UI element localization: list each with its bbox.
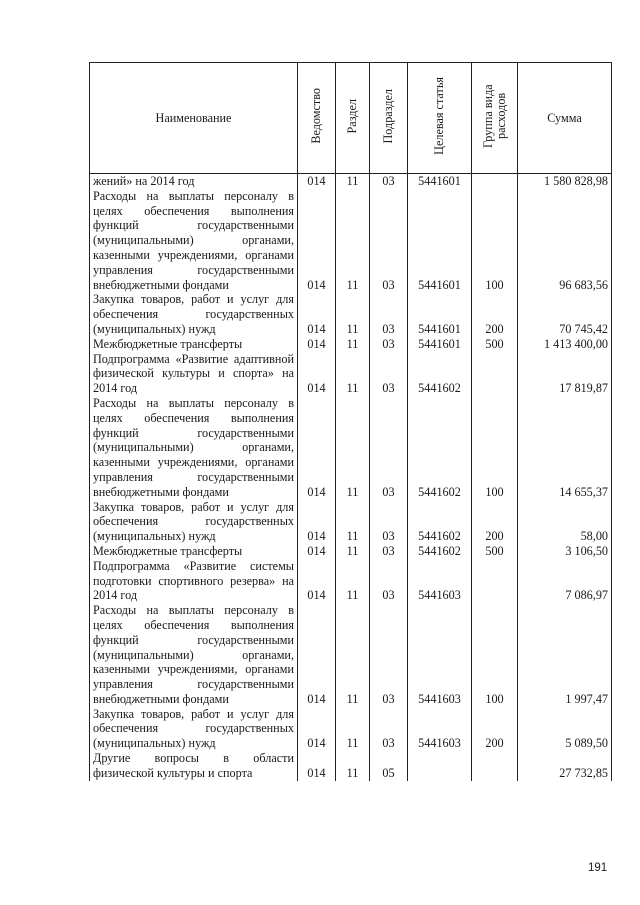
cell-department: 014	[298, 174, 336, 189]
cell-target-article	[408, 751, 472, 781]
cell-target-article: 5441602	[408, 544, 472, 559]
cell-section: 11	[336, 707, 370, 751]
cell-target-article: 5441601	[408, 292, 472, 336]
cell-name: Расходы на выплаты персоналу в целях обеспечения выполнения функций государственными (муниципальными) органами, казенными учреждениями, органами управления государственными внебюджетными фондами	[90, 603, 298, 707]
table-row	[90, 337, 612, 352]
cell-subsection: 03	[370, 292, 408, 336]
cell-target-article: 5441602	[408, 352, 472, 396]
cell-expense-type: 100	[472, 396, 518, 500]
cell-name: Подпрограмма «Развитие системы подготовки спортивного резерва» на 2014 год	[90, 559, 298, 603]
cell-department: 014	[298, 337, 336, 352]
cell-name: Другие вопросы в области физической культуры и спорта	[90, 751, 298, 781]
cell-department: 014	[298, 292, 336, 336]
cell-expense-type: 200	[472, 707, 518, 751]
cell-section: 11	[336, 603, 370, 707]
cell-section: 11	[336, 174, 370, 189]
cell-amount: 1 413 400,00	[518, 337, 612, 352]
cell-name: Закупка товаров, работ и услуг для обеспечения государственных (муниципальных) нужд	[90, 707, 298, 751]
cell-expense-type	[472, 559, 518, 603]
cell-target-article: 5441602	[408, 500, 472, 544]
table-row	[90, 396, 612, 500]
cell-expense-type: 100	[472, 189, 518, 293]
cell-department: 014	[298, 544, 336, 559]
table-row	[90, 751, 612, 781]
cell-target-article: 5441601	[408, 337, 472, 352]
cell-subsection: 03	[370, 337, 408, 352]
cell-subsection: 05	[370, 751, 408, 781]
header-department: Ведомство	[298, 63, 336, 174]
table-row	[90, 352, 612, 396]
table-row	[90, 544, 612, 559]
cell-amount: 14 655,37	[518, 396, 612, 500]
budget-table	[89, 62, 612, 781]
cell-expense-type: 500	[472, 544, 518, 559]
cell-department: 014	[298, 189, 336, 293]
header-row	[90, 63, 612, 174]
cell-subsection: 03	[370, 544, 408, 559]
cell-department: 014	[298, 500, 336, 544]
cell-amount: 58,00	[518, 500, 612, 544]
cell-section: 11	[336, 337, 370, 352]
cell-section: 11	[336, 559, 370, 603]
cell-amount: 96 683,56	[518, 189, 612, 293]
cell-target-article: 5441602	[408, 396, 472, 500]
cell-amount: 1 580 828,98	[518, 174, 612, 189]
cell-subsection: 03	[370, 396, 408, 500]
header-target-article: Целевая статья	[408, 63, 472, 174]
cell-amount: 1 997,47	[518, 603, 612, 707]
cell-subsection: 03	[370, 603, 408, 707]
cell-subsection: 03	[370, 707, 408, 751]
cell-section: 11	[336, 292, 370, 336]
cell-amount: 3 106,50	[518, 544, 612, 559]
cell-subsection: 03	[370, 189, 408, 293]
cell-target-article: 5441601	[408, 174, 472, 189]
cell-name: Закупка товаров, работ и услуг для обеспечения государственных (муниципальных) нужд	[90, 292, 298, 336]
cell-name: жений» на 2014 год	[90, 174, 298, 189]
cell-amount: 5 089,50	[518, 707, 612, 751]
cell-target-article: 5441603	[408, 707, 472, 751]
cell-name: Закупка товаров, работ и услуг для обеспечения государственных (муниципальных) нужд	[90, 500, 298, 544]
cell-section: 11	[336, 396, 370, 500]
cell-expense-type: 500	[472, 337, 518, 352]
table-row	[90, 500, 612, 544]
cell-subsection: 03	[370, 352, 408, 396]
cell-name: Межбюджетные трансферты	[90, 337, 298, 352]
cell-expense-type	[472, 352, 518, 396]
cell-name: Подпрограмма «Развитие адаптивной физической культуры и спорта» на 2014 год	[90, 352, 298, 396]
cell-name: Расходы на выплаты персоналу в целях обеспечения выполнения функций государственными (муниципальными) органами, казенными учреждениями, органами управления государственными внебюджетными фондами	[90, 189, 298, 293]
cell-amount: 70 745,42	[518, 292, 612, 336]
cell-department: 014	[298, 603, 336, 707]
cell-expense-type: 100	[472, 603, 518, 707]
cell-subsection: 03	[370, 559, 408, 603]
cell-name: Расходы на выплаты персоналу в целях обеспечения выполнения функций государственными (муниципальными) органами, казенными учреждениями, органами управления государственными внебюджетными фондами	[90, 396, 298, 500]
cell-expense-type: 200	[472, 500, 518, 544]
cell-target-article: 5441601	[408, 189, 472, 293]
header-name: Наименование	[90, 63, 298, 174]
cell-subsection: 03	[370, 174, 408, 189]
cell-section: 11	[336, 500, 370, 544]
page-number: 191	[588, 862, 608, 874]
table-row	[90, 174, 612, 189]
cell-amount: 17 819,87	[518, 352, 612, 396]
cell-section: 11	[336, 189, 370, 293]
cell-department: 014	[298, 559, 336, 603]
table-row	[90, 603, 612, 707]
cell-expense-type: 200	[472, 292, 518, 336]
cell-target-article: 5441603	[408, 603, 472, 707]
cell-name: Межбюджетные трансферты	[90, 544, 298, 559]
cell-section: 11	[336, 352, 370, 396]
cell-department: 014	[298, 707, 336, 751]
cell-subsection: 03	[370, 500, 408, 544]
cell-department: 014	[298, 396, 336, 500]
cell-expense-type	[472, 174, 518, 189]
table-row	[90, 559, 612, 603]
cell-amount: 27 732,85	[518, 751, 612, 781]
cell-amount: 7 086,97	[518, 559, 612, 603]
cell-section: 11	[336, 751, 370, 781]
cell-section: 11	[336, 544, 370, 559]
header-section: Раздел	[336, 63, 370, 174]
header-amount: Сумма	[518, 63, 612, 174]
cell-expense-type	[472, 751, 518, 781]
cell-target-article: 5441603	[408, 559, 472, 603]
table-row	[90, 189, 612, 293]
header-expense-type: Группа вида расходов	[472, 63, 518, 174]
table-row	[90, 292, 612, 336]
cell-department: 014	[298, 352, 336, 396]
cell-department: 014	[298, 751, 336, 781]
header-subsection: Подраздел	[370, 63, 408, 174]
table-row	[90, 707, 612, 751]
